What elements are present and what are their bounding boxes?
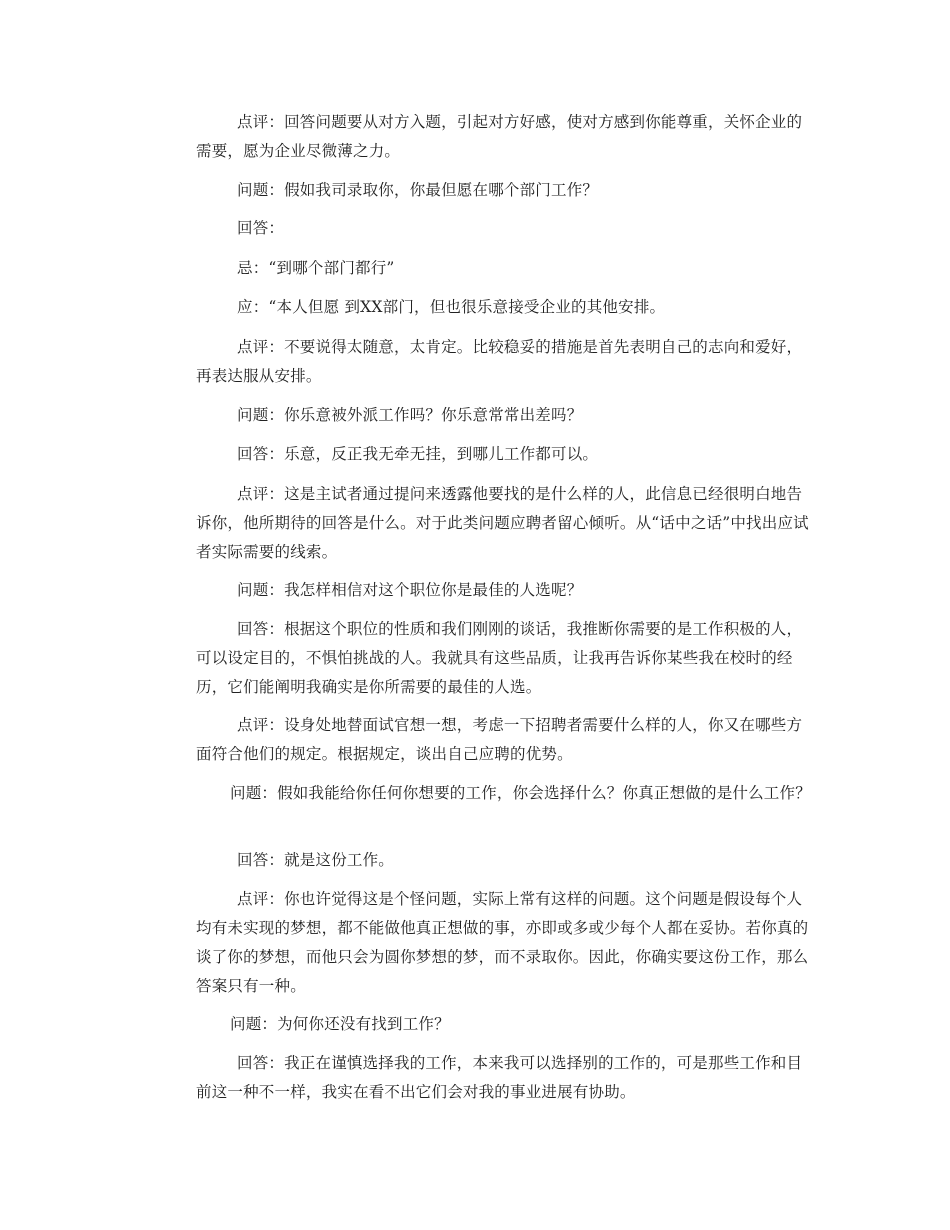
question-paragraph: 问题：我怎样相信对这个职位你是最佳的人选呢？: [237, 581, 583, 599]
answer-paragraph: 回答：乐意，反正我无牵无挂，到哪儿工作都可以。: [237, 445, 599, 463]
comment-paragraph: 点评：设身处地替面试官想一想，考虑一下招聘者需要什么样的人，你又在哪些方面符合他们的规定。根据规定，谈出自己应聘的优势。: [196, 716, 803, 763]
answer-paragraph: 回答：我正在谨慎选择我的工作，本来我可以选择别的工作的，可是那些工作和目前这一种不一样，我实在看不出它们会对我的事业进展有协助。: [196, 1054, 803, 1101]
question-paragraph: 问题：为何你还没有找到工作？: [230, 1015, 450, 1033]
comment-paragraph: 点评：不要说得太随意，太肯定。比较稳妥的措施是首先表明自己的志向和爱好，再表达服从安排。: [196, 338, 803, 385]
answer-paragraph: 回答：: [237, 219, 285, 237]
question-paragraph: 问题：你乐意被外派工作吗？你乐意常常出差吗？: [237, 406, 583, 424]
comment-paragraph: 点评：回答问题要从对方入题，引起对方好感，使对方感到你能尊重，关怀企业的需要，愿为企业尽微薄之力。: [196, 113, 803, 160]
question-paragraph: 问题：假如我能给你任何你想要的工作，你会选择什么？你真正想做的是什么工作？: [230, 784, 811, 802]
should-paragraph: 应：“本人但愿 到XX部门，但也很乐意接受企业的其他安排。: [237, 298, 666, 316]
avoid-paragraph: 忌：“到哪个部门都行”: [237, 259, 395, 277]
comment-paragraph: 点评：你也许觉得这是个怪问题，实际上常有这样的问题。这个问题是假设每个人均有未实现的梦想，都不能做他真正想做的事，亦即或多或少每个人都在妥协。若你真的谈了你的梦想，而他只会为圆你梦想的梦，而不录取你。因此，你确实要这份工作，那么答案只有一种。: [196, 890, 809, 995]
comment-paragraph: 点评：这是主试者通过提问来透露他要找的是什么样的人，此信息已经很明白地告诉你，他所期待的回答是什么。对于此类问题应聘者留心倾听。从“话中之话”中找出应试者实际需要的线索。: [196, 485, 809, 561]
answer-paragraph: 回答：根据这个职位的性质和我们刚刚的谈话，我推断你需要的是工作积极的人，可以设定目的，不惧怕挑战的人。我就具有这些品质，让我再告诉你某些我在校时的经历，它们能阐明我确实是你所需要的最佳的人选。: [196, 620, 803, 696]
question-paragraph: 问题：假如我司录取你，你最但愿在哪个部门工作？: [237, 181, 599, 199]
answer-paragraph: 回答：就是这份工作。: [237, 851, 395, 869]
